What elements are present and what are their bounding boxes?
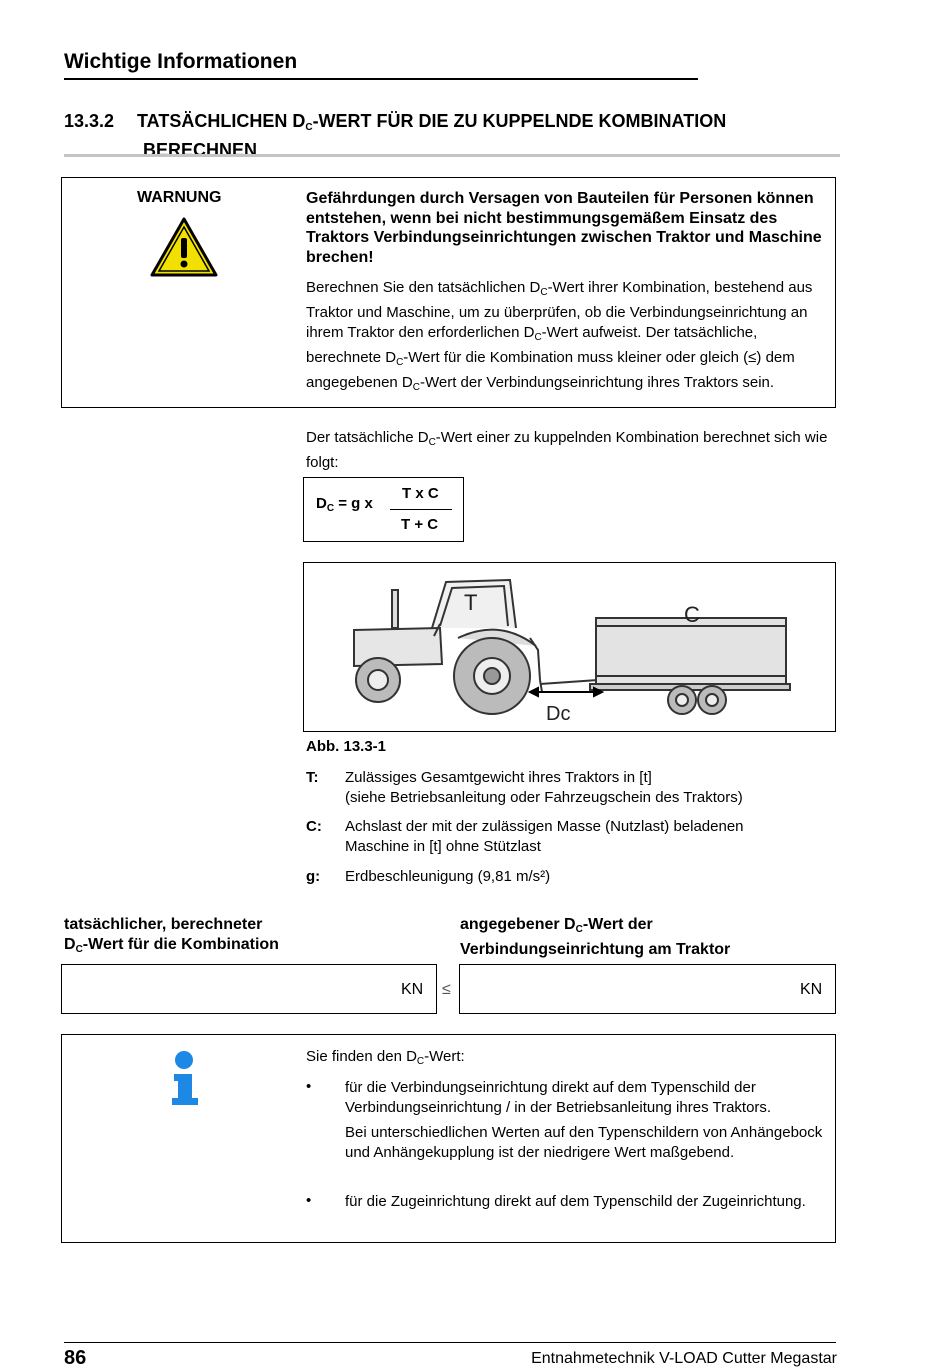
definition-desc: Achslast der mit der zulässigen Masse (Nutzlast) beladenen Maschine in [t] ohne Stützlast	[345, 818, 744, 855]
leq-symbol: ≤	[442, 981, 451, 998]
formula-numerator: T x C	[402, 485, 439, 502]
specified-dc-label: angegebener $D_C$-Wert der Verbindungseinrichtung am Traktor	[460, 916, 731, 958]
footer-rule	[64, 1342, 836, 1343]
formula-lhs: $D_C = g$ x	[316, 495, 373, 514]
section-title: Wichtige Informationen	[64, 50, 298, 73]
actual-dc-input[interactable]	[61, 964, 437, 1014]
info-bullet-2: für die Zugeinrichtung direkt auf dem Typenschild der Zugeinrichtung.	[345, 1193, 806, 1210]
definition-t	[306, 768, 836, 808]
warning-headline: Gefährdungen durch Versagen von Bauteilen für Personen können entstehen, wenn bei nicht bestimmungsgemäßem Einsatz des Traktors Verbindungseinrichtungen zwischen Traktor und Maschine brechen!	[306, 190, 822, 266]
heading-text-post: -WERT FÜR DIE ZU KUPPELNDE KOMBINATION	[312, 111, 727, 131]
heading-subscript: C	[305, 122, 313, 133]
definition-c	[306, 817, 836, 857]
warning-body: Berechnen Sie den tatsächlichen $D_C$-Wert ihrer Kombination, bestehend aus Traktor und Maschine, um zu überprüfen, ob die Verbindungseinrichtung an ihrem Traktor den erforderlichen $D_C$-Wert aufweist. Der tatsächliche, berechnete $D_C$-Wert für die Kombination muss kleiner oder gleich (≤) dem angegebenen $D_C$-Wert der Verbindungseinrichtung ihres Traktors sein.	[306, 279, 813, 393]
unit-right: KN	[800, 981, 823, 998]
heading-line2: BERECHNEN	[143, 140, 258, 160]
warning-triangle-icon	[149, 216, 219, 278]
actual-dc-label: tatsächlicher, berechneter $D_C$-Wert für die Kombination	[64, 916, 279, 955]
definition-term: g:	[306, 868, 321, 885]
figure-label-t: T	[464, 590, 478, 615]
tractor-trailer-illustration	[340, 568, 800, 728]
warning-label: WARNUNG	[137, 189, 222, 206]
figure-label-dc: Dc	[546, 703, 571, 725]
definition-term: C:	[306, 818, 322, 835]
bullet-mark: •	[306, 1078, 312, 1095]
header-rule	[64, 78, 698, 80]
bullet-mark: •	[306, 1192, 312, 1209]
definition-term: T:	[306, 769, 319, 786]
calculation-intro: Der tatsächliche $D_C$-Wert einer zu kuppelnden Kombination berechnet sich wie folgt:	[306, 429, 828, 471]
unit-left: KN	[401, 981, 424, 998]
info-icon	[170, 1050, 200, 1106]
info-bullet-1: für die Verbindungseinrichtung direkt auf dem Typenschild der Verbindungseinrichtung / in der Betriebsanleitung ihres Traktors.	[345, 1079, 772, 1116]
page-number: 86	[64, 1347, 87, 1369]
definition-desc: Zulässiges Gesamtgewicht ihres Traktors in [t] (siehe Betriebsanleitung oder Fahrzeugschein des Traktors)	[345, 769, 743, 806]
heading-number: 13.3.2	[64, 111, 115, 131]
document-title: Entnahmetechnik V-LOAD Cutter Megastar	[531, 1350, 837, 1367]
fraction-bar	[390, 509, 452, 510]
specified-dc-input[interactable]	[459, 964, 836, 1014]
info-bullet-1-note: Bei unterschiedlichen Werten auf den Typenschildern von Anhängebock und Anhängekupplung ist der niedrigere Wert maßgebend.	[345, 1124, 823, 1161]
figure-caption: Abb. 13.3-1	[306, 738, 387, 755]
definition-desc: Erdbeschleunigung (9,81 m/s²)	[345, 868, 551, 885]
heading-text-pre: TATSÄCHLICHEN D	[137, 111, 306, 131]
heading-underline	[64, 154, 840, 157]
formula-denominator: T + C	[401, 516, 439, 533]
definition-g	[306, 867, 836, 887]
figure-label-c: C	[684, 602, 700, 627]
info-intro: Sie finden den $D_C$-Wert:	[306, 1048, 465, 1067]
